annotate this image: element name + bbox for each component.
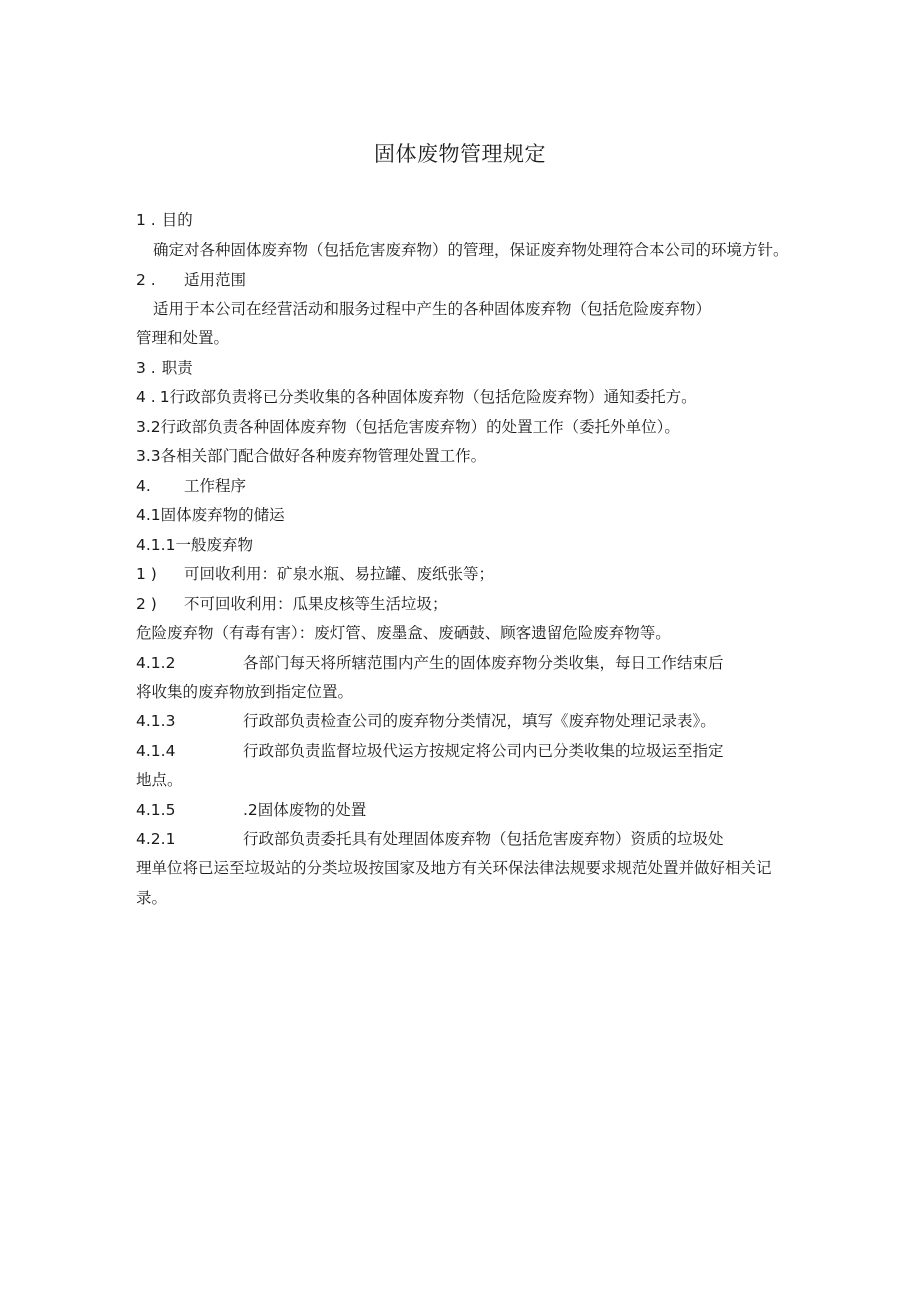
clause-text: .2固体废物的处置 [243,801,367,819]
section-text: 目的 [161,211,193,229]
clause-number: 4.1.2 [136,654,176,672]
paragraph-text: 管理和处置。 [136,329,230,347]
paragraph-line [136,858,772,878]
section-text: 适用范围 [184,271,247,289]
duty-item [136,417,680,437]
paragraph-text: 理单位将已运至垃圾站的分类垃圾按国家及地方有关环保法律法规要求规范处置并做好相关记 [136,859,772,877]
clause-text: 行政部负责检查公司的废弃物分类情况，填写《废弃物处理记录表》。 [243,712,716,730]
clause-item [136,741,724,761]
paragraph-text: 危险废弃物（有毒有害）：废灯管、废墨盒、废硒鼓、顾客遗留危险废弃物等。 [136,624,671,642]
section-heading-purpose [136,210,193,230]
paragraph-line [153,240,789,260]
clause-item [136,653,724,673]
list-number: 1 ) [136,565,157,583]
section-number: 3 . [136,359,156,377]
paragraph-text: 4.1固体废弃物的储运 [136,506,285,524]
paragraph-text: 将收集的废弃物放到指定位置。 [136,683,354,701]
clause-number: 4.1.5 [136,801,176,819]
subsection-heading [136,535,253,555]
list-text: 不可回收利用：瓜果皮核等生活垃圾； [184,595,448,613]
paragraph-line [136,623,671,643]
list-number: 2 ) [136,595,157,613]
document-title: 固体废物管理规定 [374,142,546,166]
paragraph-line [136,888,167,908]
paragraph-text: 4.1.1一般废弃物 [136,536,253,554]
section-heading-procedure [136,476,246,496]
paragraph-text: 3.3各相关部门配合做好各种废弃物管理处置工作。 [136,447,487,465]
paragraph-line [153,299,711,319]
clause-number: 4.2.1 [136,830,176,848]
section-text: 职责 [161,359,193,377]
list-item [136,594,448,614]
clause-text: 各部门每天将所辖范围内产生的固体废弃物分类收集，每日工作结束后 [243,654,724,672]
paragraph-line [136,328,229,348]
paragraph-text: 3.2行政部负责各种固体废弃物（包括危害废弃物）的处置工作（委托外单位）。 [136,418,680,436]
list-item [136,564,494,584]
section-text: 工作程序 [184,477,247,495]
paragraph-text: 地点。 [136,771,183,789]
paragraph-text: 确定对各种固体废弃物（包括危害废弃物）的管理，保证废弃物处理符合本公司的环境方针。 [153,241,789,259]
clause-item [136,800,366,820]
section-heading-duties [136,358,193,378]
section-text: 1行政部负责将已分类收集的各种固体废弃物（包括危险废弃物）通知委托方。 [159,388,697,406]
list-text: 可回收利用：矿泉水瓶、易拉罐、废纸张等； [184,565,495,583]
subsection-heading [136,505,285,525]
paragraph-text: 录。 [136,889,168,907]
clause-text: 行政部负责监督垃圾代运方按规定将公司内已分类收集的垃圾运至指定 [243,742,724,760]
section-number: 1 . [136,211,156,229]
section-number: 4 . [136,388,156,406]
section-heading-scope [136,270,246,290]
paragraph-text: 适用于本公司在经营活动和服务过程中产生的各种固体废弃物（包括危险废弃物） [153,300,712,318]
clause-number: 4.1.4 [136,742,176,760]
section-number: 2 . [136,271,156,289]
section-number: 4. [136,477,151,495]
duty-item [136,446,486,466]
paragraph-line [136,770,183,790]
clause-item [136,829,724,849]
clause-number: 4.1.3 [136,712,176,730]
paragraph-line [136,682,353,702]
clause-item [136,711,716,731]
clause-text: 行政部负责委托具有处理固体废弃物（包括危害废弃物）资质的垃圾处 [243,830,724,848]
duty-item [136,387,697,407]
